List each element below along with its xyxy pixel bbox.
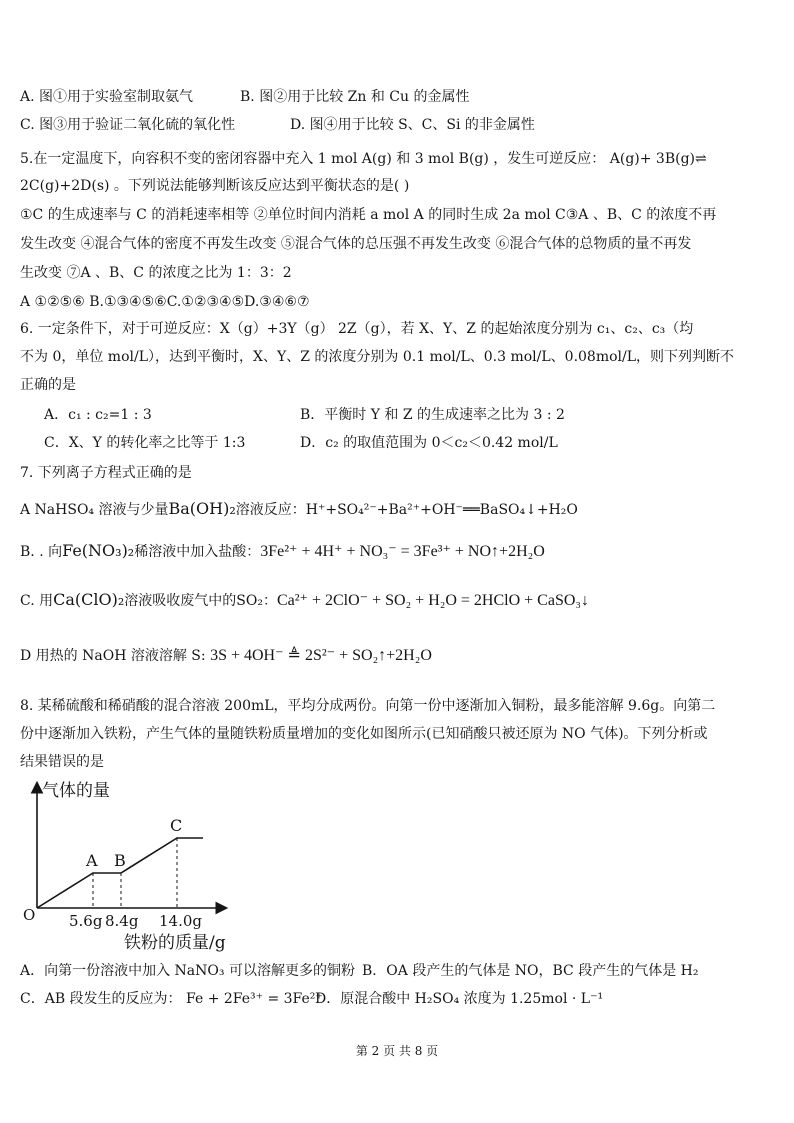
q8-option-a: A．向第一份溶液中加入 NaNO₃ 可以溶解更多的铜粉	[20, 963, 355, 979]
q7-c-middle: 溶液吸收废气中的	[124, 593, 237, 609]
x-tick-label: 5.6g	[69, 912, 103, 930]
q6-option-a: A．c₁ : c₂=1 : 3	[44, 407, 152, 423]
q4-option-a: A. 图①用于实验室制取氨气	[20, 89, 194, 105]
q6-option-b: B．平衡时 Y 和 Z 的生成速率之比为 3 : 2	[300, 407, 565, 423]
q5-stem-line-4: 发生改变 ④混合气体的密度不再发生改变 ⑤混合气体的总压强不再发生改变 ⑥混合气体的总物质的量不再发	[20, 236, 692, 252]
q7-c-equation: Ca²⁺ + 2ClO⁻ + SO₂ + H₂O = 2HClO + CaSO₃↓	[276, 592, 589, 609]
q6-stem-line-3: 正确的是	[20, 377, 76, 393]
x-tick-label: 8.4g	[105, 912, 139, 930]
q8-stem-line-2: 份中逐渐加入铁粉，产生气体的量随铁粉质量增加的变化如图所示(已知硝酸只被还原为 NO 气体)。下列分析或	[20, 726, 708, 742]
q7-c-reagent: Ca(ClO)₂	[53, 590, 125, 609]
q4-option-c: C. 图③用于验证二氧化硫的氧化性	[20, 117, 236, 133]
x-tick-label: 14.0g	[159, 912, 203, 930]
q5-stem-line-3: ①C 的生成速率与 C 的消耗速率相等 ②单位时间内消耗 a mol A 的同时生成 2a mol C③A 、B、C 的浓度不再	[20, 207, 717, 223]
q7-a-equation: H⁺+SO₄²⁻+Ba²⁺+OH⁻══BaSO₄↓+H₂O	[305, 502, 578, 518]
q7-d-equation: 3S + 4OH⁻ ≜ 2S²⁻ + SO₂↑+2H₂O	[210, 647, 432, 664]
q8-option-b: B．OA 段产生的气体是 NO，BC 段产生的气体是 H₂	[362, 963, 699, 979]
series-line	[37, 838, 203, 908]
q8-option-d: D．原混合酸中 H₂SO₄ 浓度为 1.25mol · L⁻¹	[315, 991, 604, 1007]
q5-stem-line-5: 生改变 ⑦A 、B、C 的浓度之比为 1：3：2	[20, 265, 292, 281]
q6-option-d: D．c₂ 的取值范围为 0＜c₂＜0.42 mol/L	[300, 435, 558, 451]
q4-option-d: D. 图④用于比较 S、C、Si 的非金属性	[290, 117, 535, 133]
point-label-c: C	[170, 816, 183, 835]
q7-d-prefix: D 用热的 NaOH 溶液溶解 S:	[20, 648, 206, 664]
q5-stem-line-1: 5.在一定温度下，向容积不变的密闭容器中充入 1 mol A(g) 和 3 mol B(g) ，发生可逆反应： A(g)+ 3B(g)⇌	[20, 151, 707, 167]
q7-option-d	[20, 645, 432, 667]
q8-option-c: C．AB 段发生的反应为： Fe + 2Fe³⁺ = 3Fe²⁺	[20, 991, 323, 1007]
point-label-a: A	[86, 851, 98, 870]
origin-label: O	[23, 906, 36, 924]
q6-stem-line-2: 不为 0，单位 mol/L），达到平衡时，X、Y、Z 的浓度分别为 0.1 mol/L、0.3 mol/L、0.08mol/L，则下列判断不	[20, 349, 735, 365]
point-label-b: B	[114, 851, 126, 870]
q7-b-middle: 稀溶液中加入盐酸：	[134, 544, 261, 560]
q8-stem-line-3: 结果错误的是	[20, 754, 104, 770]
q7-option-a	[20, 498, 578, 521]
page-number: 第 2 页 共 8 页	[355, 1044, 439, 1058]
gas-vs-iron-chart	[12, 772, 242, 957]
q7-b-reagent: Fe(NO₃)₂	[62, 541, 135, 560]
q7-c-prefix: C. 用	[20, 593, 54, 609]
q7-option-c	[20, 589, 589, 612]
q7-b-prefix: B. . 向	[20, 544, 63, 560]
q5-stem-line-2: 2C(g)+2D(s) 。下列说法能够判断该反应达到平衡状态的是( )	[20, 178, 410, 194]
q7-a-prefix: A NaHSO₄ 溶液与少量	[20, 502, 169, 518]
q6-stem-line-1: 6. 一定条件下，对于可逆反应：X（g）+3Y（g） 2Z（g），若 X、Y、Z 的起始浓度分别为 c₁、c₂、c₃（均	[20, 321, 694, 337]
q7-option-b	[20, 540, 545, 563]
q8-stem-line-1: 8. 某稀硫酸和稀硝酸的混合溶液 200mL，平均分成两份。向第一份中逐渐加入铜粉，最多能溶解 9.6g。向第二	[20, 698, 716, 714]
q6-option-c: C．X、Y 的转化率之比等于 1:3	[44, 435, 246, 451]
q4-option-b: B. 图②用于比较 Zn 和 Cu 的金属性	[240, 89, 470, 105]
q5-options: A ①②⑤⑥ B.①③④⑤⑥C.①②③④⑤D.③④⑥⑦	[20, 294, 310, 310]
x-axis-label: 铁粉的质量/g	[124, 933, 226, 953]
y-axis-label: 气体的量	[42, 781, 110, 801]
q7-c-so2: SO₂：	[236, 593, 277, 609]
q7-stem: 7. 下列离子方程式正确的是	[20, 465, 192, 481]
q7-a-reagent: Ba(OH)₂	[168, 499, 236, 518]
q7-b-equation: 3Fe²⁺ + 4H⁺ + NO₃⁻ = 3Fe³⁺ + NO↑+2H₂O	[260, 543, 545, 560]
q7-a-middle: 溶液反应：	[235, 502, 306, 518]
